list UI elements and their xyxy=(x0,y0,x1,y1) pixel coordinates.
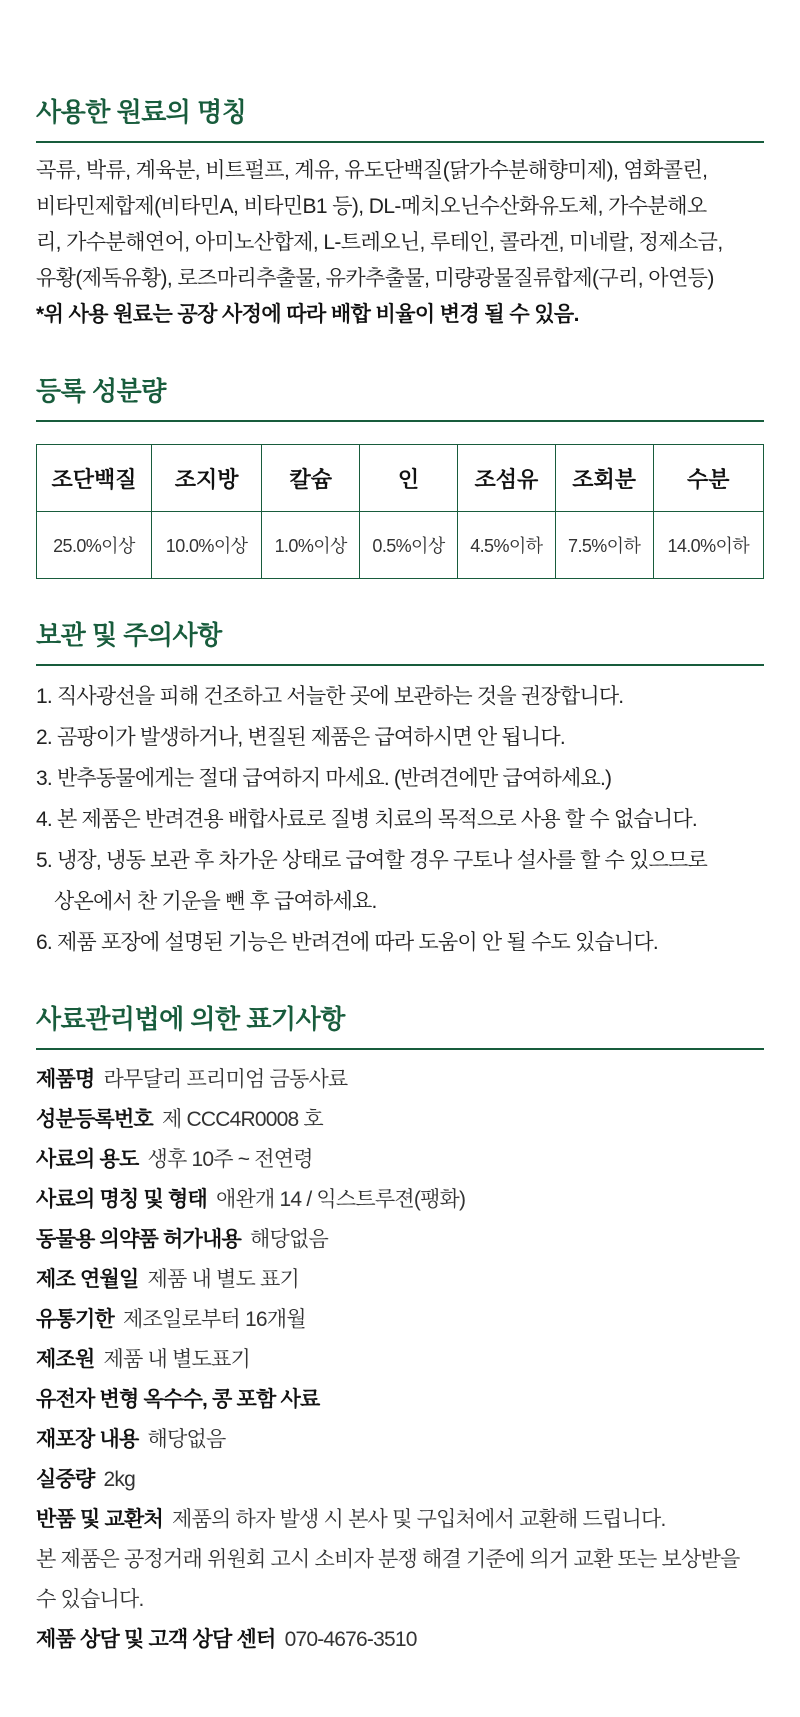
section-title-nutrition: 등록 성분량 xyxy=(36,371,764,422)
nutrition-header-cell: 칼슘 xyxy=(262,445,360,512)
nutrition-table xyxy=(36,444,764,579)
labeling-list xyxy=(36,1060,764,1660)
label-value: 제조일로부터 16개월 xyxy=(123,1308,306,1331)
care-item: 2. 곰팡이가 발생하거나, 변질된 제품은 급여하시면 안 됩니다. xyxy=(36,726,565,749)
nutrition-header-cell: 조섬유 xyxy=(457,445,555,512)
label-key: 재포장 내용 xyxy=(36,1428,139,1451)
label-value: 제품의 하자 발생 시 본사 및 구입처에서 교환해 드립니다. xyxy=(172,1508,666,1531)
label-row xyxy=(36,1340,764,1380)
care-item-text: 5. 냉장, 냉동 보관 후 차가운 상태로 급여할 경우 구토나 설사를 할 수 있으므로 xyxy=(36,849,707,872)
nutrition-value-cell: 10.0%이상 xyxy=(151,512,261,579)
label-row xyxy=(36,1260,764,1300)
label-value: 라무달리 프리미엄 금동사료 xyxy=(103,1068,348,1091)
label-key: 동물용 의약품 허가내용 xyxy=(36,1228,241,1251)
care-item: 1. 직사광선을 피해 건조하고 서늘한 곳에 보관하는 것을 권장합니다. xyxy=(36,685,624,708)
ingredients-note: *위 사용 원료는 공장 사정에 따라 배합 비율이 변경 될 수 있음. xyxy=(36,303,579,326)
care-item: 6. 제품 포장에 설명된 기능은 반려견에 따라 도움이 안 될 수도 있습니다. xyxy=(36,931,658,954)
label-row xyxy=(36,1500,764,1540)
label-value: 애완개 14 / 익스트루젼(팽화) xyxy=(216,1188,466,1211)
label-value: 제 CCC4R0008 호 xyxy=(161,1108,323,1131)
label-key: 사료의 용도 xyxy=(36,1148,139,1171)
label-row xyxy=(36,1140,764,1180)
label-row xyxy=(36,1380,764,1420)
label-value: 해당없음 xyxy=(249,1228,328,1251)
ingredients-line: 유황(제독유황), 로즈마리추출물, 유카추출물, 미량광물질류합제(구리, 아연등) xyxy=(36,267,714,290)
label-key: 유통기한 xyxy=(36,1308,114,1331)
care-item-continuation: 상온에서 찬 기운을 뺀 후 급여하세요. xyxy=(54,890,377,913)
label-key: 유전자 변형 옥수수, 콩 포함 사료 xyxy=(36,1388,320,1411)
label-value: 제품 내 별도 표기 xyxy=(147,1268,300,1291)
ingredients-section xyxy=(36,0,764,333)
label-key: 사료의 명칭 및 형태 xyxy=(36,1188,207,1211)
care-item: 3. 반추동물에게는 절대 급여하지 마세요. (반려견에만 급여하세요.) xyxy=(36,767,612,790)
label-row xyxy=(36,1620,764,1660)
section-title-labeling: 사료관리법에 의한 표기사항 xyxy=(36,999,764,1050)
label-key: 반품 및 교환처 xyxy=(36,1508,163,1531)
label-row xyxy=(36,1060,764,1100)
label-row xyxy=(36,1300,764,1340)
label-row xyxy=(36,1420,764,1460)
labeling-section xyxy=(36,999,764,1660)
label-row xyxy=(36,1100,764,1140)
label-key: 제조 연월일 xyxy=(36,1268,139,1291)
section-title-ingredients: 사용한 원료의 명칭 xyxy=(36,92,764,143)
label-key: 제품명 xyxy=(36,1068,95,1091)
label-key: 제조원 xyxy=(36,1348,95,1371)
ingredients-line: 곡류, 박류, 계육분, 비트펄프, 계유, 유도단백질(닭가수분해향미제), 염화콜린, xyxy=(36,159,708,182)
nutrition-value-cell: 25.0%이상 xyxy=(37,512,152,579)
nutrition-header-cell: 조지방 xyxy=(151,445,261,512)
ingredients-line: 비타민제합제(비타민A, 비타민B1 등), DL-메치오닌수산화유도체, 가수분해오 xyxy=(36,195,707,218)
label-value: 생후 10주 ~ 전연령 xyxy=(147,1148,313,1171)
label-key: 성분등록번호 xyxy=(36,1108,153,1131)
label-value: 2kg xyxy=(103,1468,135,1491)
nutrition-value-cell: 1.0%이상 xyxy=(262,512,360,579)
nutrition-value-cell: 4.5%이하 xyxy=(457,512,555,579)
care-item: 4. 본 제품은 반려견용 배합사료로 질병 치료의 목적으로 사용 할 수 없습니다. xyxy=(36,808,697,831)
label-continuation: 본 제품은 공정거래 위원회 고시 소비자 분쟁 해결 기준에 의거 교환 또는 보상받을 xyxy=(36,1548,740,1571)
nutrition-section xyxy=(36,371,764,579)
care-list xyxy=(36,676,764,963)
nutrition-header-cell: 수분 xyxy=(653,445,763,512)
care-item xyxy=(36,840,764,922)
nutrition-header-cell: 조단백질 xyxy=(37,445,152,512)
label-row xyxy=(36,1220,764,1260)
nutrition-value-cell: 0.5%이상 xyxy=(360,512,458,579)
contact-label: 제품 상담 및 고객 상담 센터 xyxy=(36,1628,276,1651)
label-key: 실중량 xyxy=(36,1468,95,1491)
label-continuation: 수 있습니다. xyxy=(36,1588,144,1611)
care-section xyxy=(36,615,764,963)
nutrition-value-cell: 14.0%이하 xyxy=(653,512,763,579)
ingredients-list xyxy=(36,153,764,333)
nutrition-header-cell: 조회분 xyxy=(555,445,653,512)
nutrition-header-row xyxy=(37,445,764,512)
section-title-care: 보관 및 주의사항 xyxy=(36,615,764,666)
label-value: 제품 내 별도표기 xyxy=(103,1348,250,1371)
label-row xyxy=(36,1460,764,1500)
label-value: 해당없음 xyxy=(147,1428,226,1451)
nutrition-value-cell: 7.5%이하 xyxy=(555,512,653,579)
ingredients-line: 리, 가수분해연어, 아미노산합제, L-트레오닌, 루테인, 콜라겐, 미네랄, 정제소금, xyxy=(36,231,723,254)
label-row xyxy=(36,1180,764,1220)
nutrition-value-row xyxy=(37,512,764,579)
nutrition-header-cell: 인 xyxy=(360,445,458,512)
contact-phone: 070-4676-3510 xyxy=(284,1628,417,1651)
